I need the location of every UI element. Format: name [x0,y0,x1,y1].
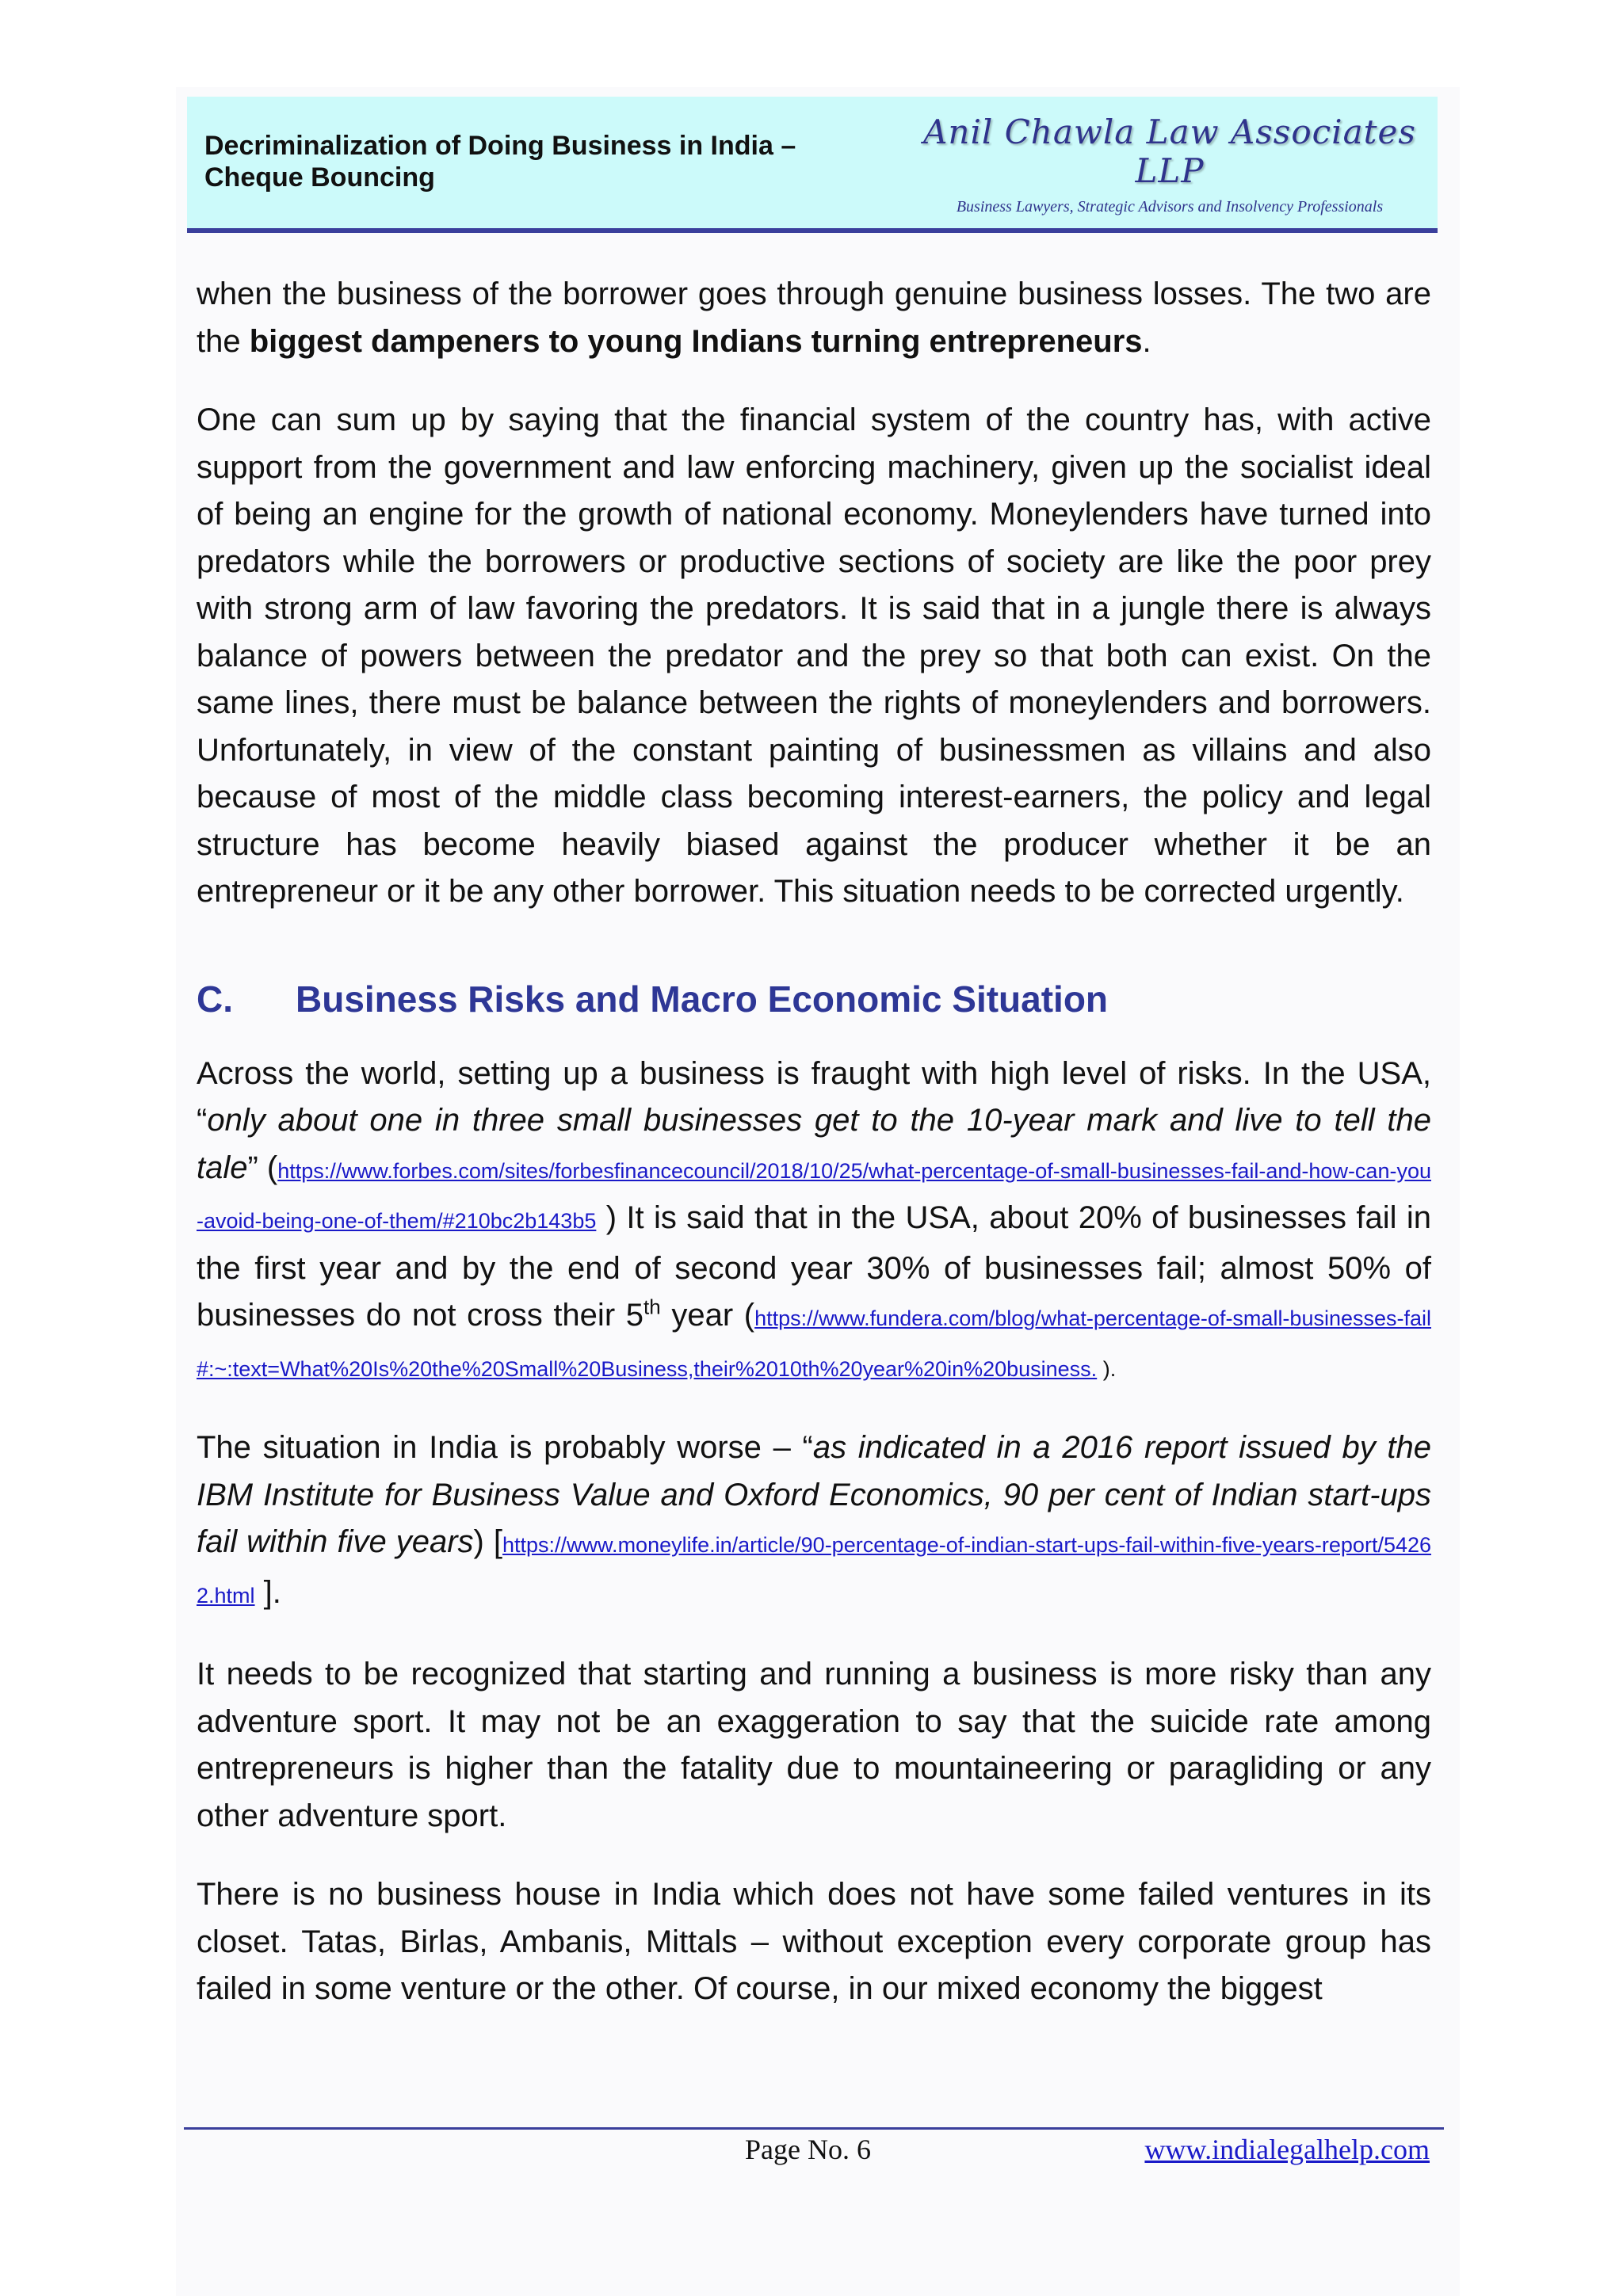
paragraph-3-text-e: ). [1097,1356,1117,1381]
document-title [204,130,823,193]
superscript-th: th [643,1295,661,1319]
paragraph-3 [197,1051,1431,1394]
document-title-line2: Cheque Bouncing [204,162,435,193]
paragraph-4-text-a: The situation in India is probably worse – “ [197,1430,813,1465]
paragraph-3-text-a: Across the world, setting up a business is fraught with high level of risks. In the USA, “ [197,1055,1431,1138]
firm-name: Anil Chawla Law Associates LLP [923,113,1416,190]
paragraph-3-quote: only about one in three small businesses get to the 10-year mark and live to tell the tale [197,1103,1431,1185]
document-body [197,271,1431,2045]
paragraph-1-end: . [1142,323,1151,359]
paragraph-2: One can sum up by saying that the financial system of the country has, with active support from the government and law enforcing machinery, given up the socialist ideal of being an engine for the growth of national economy. Moneylenders have turned into predators while the borrowers or productive sections of society are like the poor prey with strong arm of law favoring the predators. It is said that in a jungle there is always balance of powers between the predator and the prey so that both can exist. On the same lines, there must be balance between the rights of moneylenders and borrowers. Unfortunately, in view of the constant painting of businessmen as villains and also because of most of the middle class becoming interest-earners, the policy and legal structure has become heavily biased against the producer whether it be an entrepreneur or it be any other borrower. This situation needs to be corrected urgently. [197,402,1431,909]
paragraph-3-text-d: year ( [660,1298,755,1333]
paragraph-4-quote: as indicated in a 2016 report issued by the IBM Institute for Business Value and Oxford Economics, 90 per cent of Indian start-ups fail within five years [197,1430,1431,1559]
paragraph-6: There is no business house in India which does not have some failed ventures in its closet. Tatas, Birlas, Ambanis, Mittals – without exception every corporate group has failed in some venture or the other. Of course, in our mixed economy the biggest [197,1877,1431,2006]
paragraph-4 [197,1425,1431,1619]
paragraph-4-text-c: ]. [254,1574,281,1610]
document-title-line1: Decriminalization of Doing Business in India – [204,131,796,161]
forbes-link[interactable]: https://www.forbes.com/sites/forbesfinancecouncil/2018/10/25/what-percentage-of-small-businesses-fail-and-how-can-you-avoid-being-one-of-them/#210bc2b143b5 [197,1158,1431,1233]
paragraph-3-text-b: ” ( [247,1150,278,1185]
paragraph-3-text-c: ) It is said that in the USA, about 20% of businesses fail in the first year and by the end of second year 30% of businesses fail; almost 50% of businesses do not cross their 5 [197,1200,1431,1333]
moneylife-link[interactable]: https://www.moneylife.in/article/90-percentage-of-indian-start-ups-fail-within-five-years-report/54262.html [197,1533,1432,1608]
website-link[interactable]: www.indialegalhelp.com [1144,2134,1430,2165]
page-number: Page No. 6 [745,2134,871,2165]
page-header [187,97,1438,233]
firm-logo [916,113,1423,216]
section-heading [197,978,1431,1020]
fundera-link[interactable]: https://www.fundera.com/blog/what-percentage-of-small-businesses-fail#:~:text=What%20Is%20the%20Small%20Business,their%2010th%20year%20in%20business. [197,1306,1432,1381]
section-title: Business Risks and Macro Economic Situation [296,978,1109,1020]
footer-divider [184,2127,1444,2130]
paragraph-1-bold: biggest dampeners to young Indians turning entrepreneurs [249,323,1143,359]
paragraph-1-text: when the business of the borrower goes through genuine business losses. The two are the [197,277,1431,359]
firm-tagline: Business Lawyers, Strategic Advisors and Insolvency Professionals [956,198,1384,215]
paragraph-5: It needs to be recognized that starting and running a business is more risky than any adventure sport. It may not be an exaggeration to say that the suicide rate among entrepreneurs is higher than the fatality due to mountaineering or paragliding or any other adventure sport. [197,1657,1431,1833]
section-number: C. [197,978,233,1020]
paragraph-1 [197,271,1431,365]
paragraph-4-text-b: ) [ [473,1524,503,1559]
